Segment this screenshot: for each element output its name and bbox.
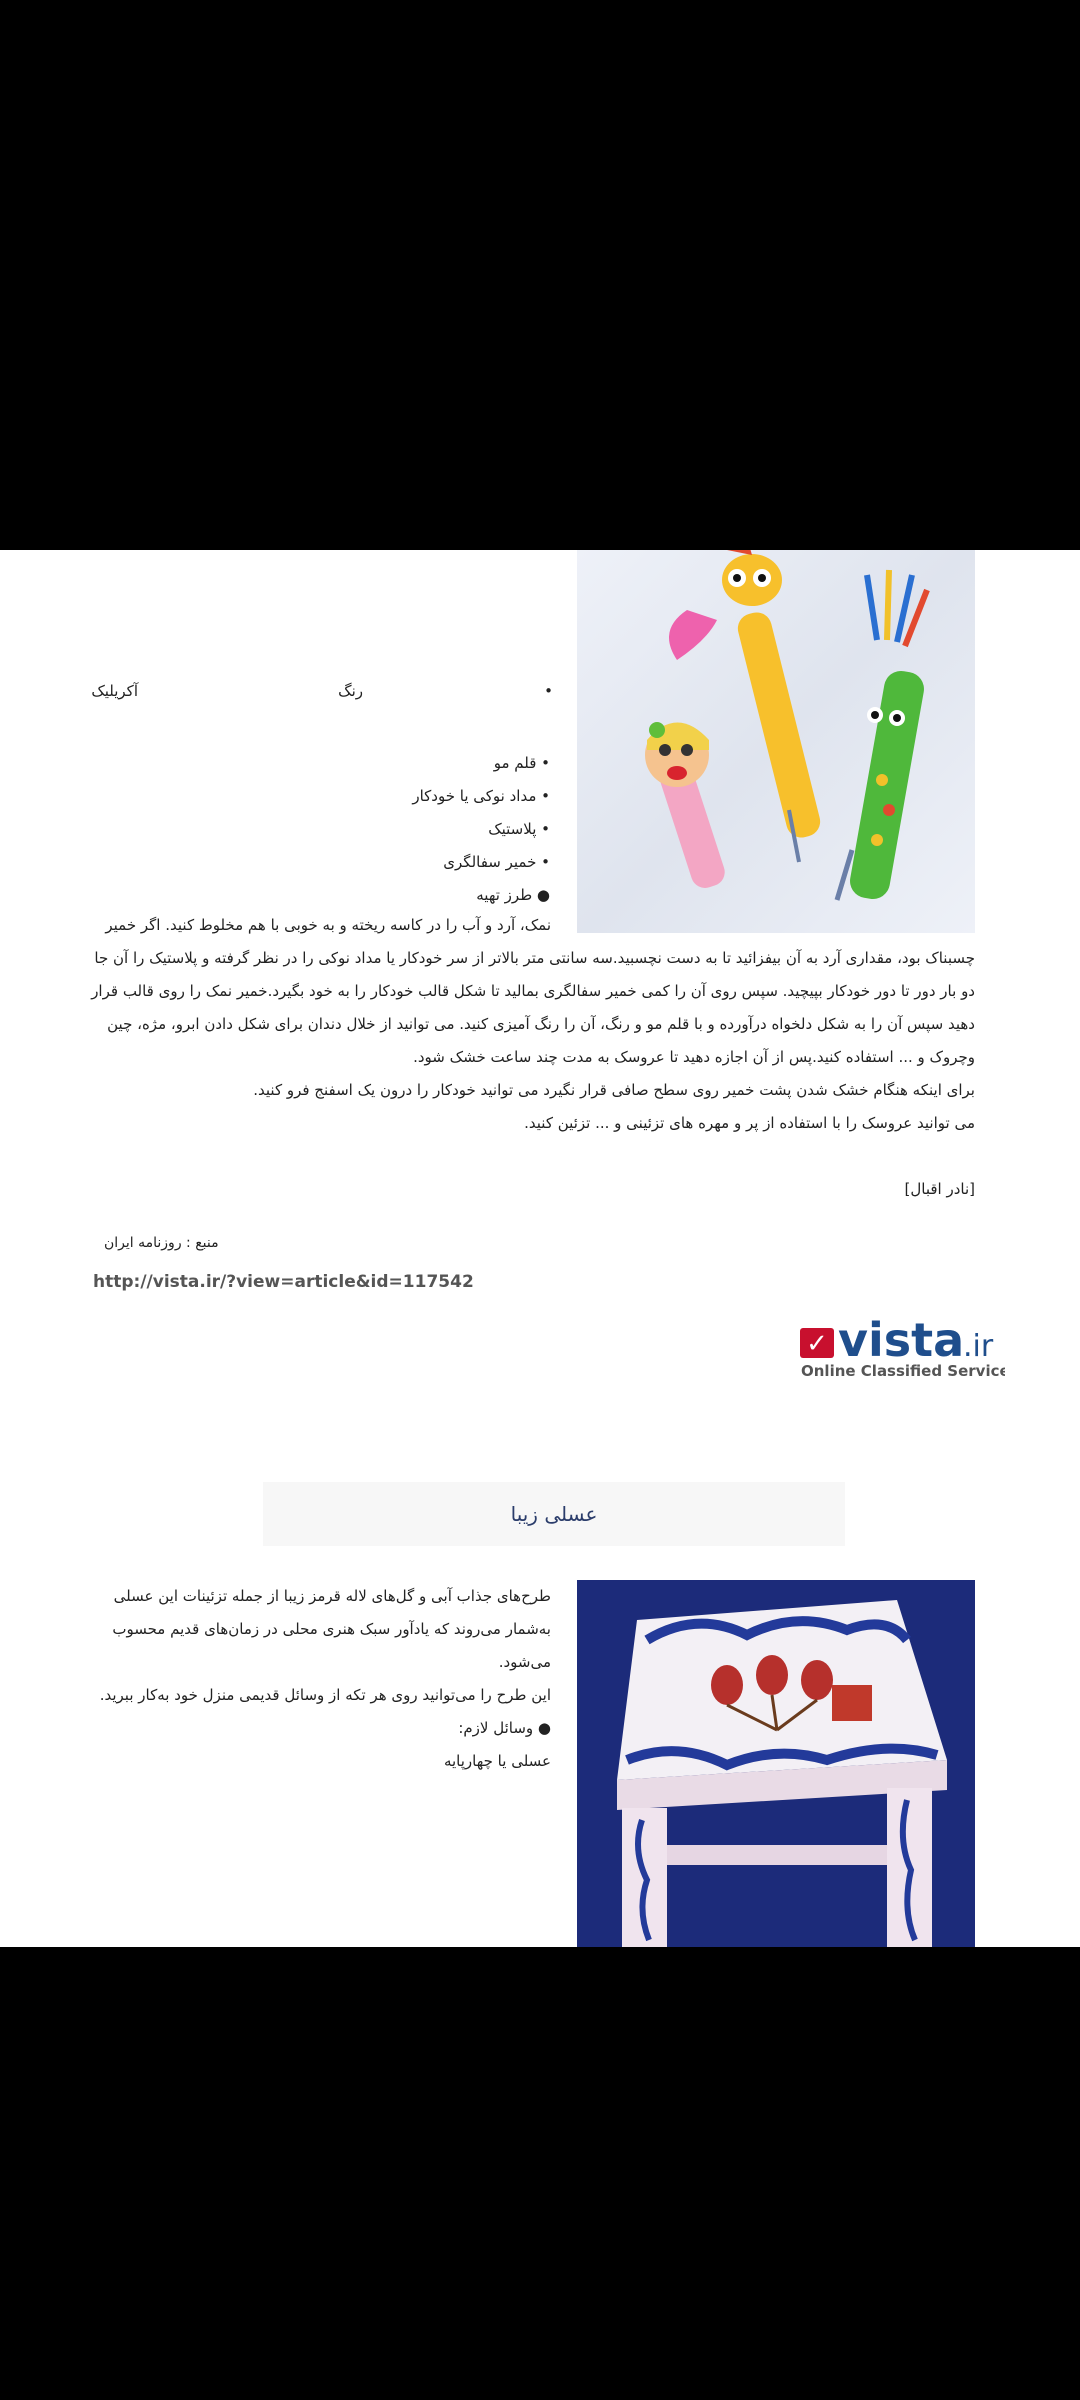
- source-label: منبع : روزنامه ایران: [104, 1235, 219, 1251]
- clay-pens-image: [577, 550, 975, 933]
- vista-logo-graphic: [800, 1300, 1005, 1380]
- paragraph-line: دو بار دور تا دور خودکار بپیچید. سپس روی آن را کمی خمیر سفالگری بمالید تا شکل قالب خودکار را به خود بگیرد.خمیر نمک را روی قالب قرار: [91, 982, 975, 1000]
- paint-label: رنگ: [338, 682, 363, 700]
- logo-check: ✓: [806, 1329, 828, 1359]
- paragraph: طرح‌های جذاب آبی و گل‌های لاله قرمز زیبا از جمله تزئینات این عسلی به‌شمار می‌روند که یادآور سبک هنری محلی در زمان‌های قدیم محسوب می‌شود.: [112, 1587, 551, 1671]
- bullet: •: [544, 682, 553, 700]
- list-item: • پلاستیک: [488, 820, 550, 838]
- materials-top-row: [93, 682, 553, 712]
- article-title: عسلی زیبا: [263, 1482, 845, 1546]
- tool-item: عسلی یا چهارپایه: [443, 1752, 551, 1770]
- drying-tip: برای اینکه هنگام خشک شدن پشت خمیر روی سطح صافی قرار نگیرد می توانید خودکار را درون یک اسفنج فرو کنید.: [253, 1081, 975, 1099]
- vista-logo[interactable]: [800, 1300, 1005, 1380]
- paragraph-line: وچروک و ... استفاده کنید.پس از آن اجازه دهید تا عروسک به مدت چند ساعت خشک شود.: [413, 1048, 975, 1066]
- author: [نادر اقبال]: [904, 1180, 975, 1198]
- paragraph-line: نمک، آرد و آب را در کاسه ریخته و به خوبی با هم مخلوط کنید. اگر خمیر: [105, 916, 551, 934]
- clay-pens-illustration: [577, 550, 975, 933]
- stool-illustration: [577, 1580, 975, 1947]
- stool-image: [577, 1580, 975, 1947]
- acrylic-label: آکریلیک: [91, 682, 138, 700]
- paragraph-line: دهید سپس آن را به شکل دلخواه درآورده و با قلم مو و رنگ، آن را رنگ آمیزی کنید. می توانید از خلال دندان برای شکل دادن ابرو، مژه، چین: [107, 1015, 975, 1033]
- logo-tagline: Online Classified Service: [801, 1362, 1005, 1380]
- logo-tld: .ir: [963, 1329, 994, 1364]
- article-page: [0, 550, 1080, 1947]
- paragraph: این طرح را می‌توانید روی هر تکه از وسائل قدیمی منزل خود به‌کار ببرید.: [99, 1686, 551, 1704]
- paragraph-line: چسبناک بود، مقداری آرد به آن بیفزائید تا به دست نچسبید.سه سانتی متر بالاتر از سر خودکار یا مداد نوکی را در نظر گرفته و پلاستیک را آن جا: [94, 949, 975, 967]
- list-item: • مداد نوکی یا خودکار: [412, 787, 550, 805]
- tools-heading: ● وسائل لازم:: [458, 1719, 551, 1737]
- materials-list: [70, 747, 550, 912]
- decorating-tip: می توانید عروسک را با استفاده از پر و مهره های تزئینی و ... تزئین کنید.: [524, 1114, 975, 1132]
- stool-description: [93, 1580, 551, 1778]
- method-heading: ● طرز تهیه: [476, 886, 550, 904]
- source-url-link[interactable]: http://vista.ir/?view=article&id=117542: [93, 1272, 474, 1292]
- list-item: • قلم مو: [493, 754, 550, 772]
- logo-brand: vista: [838, 1313, 965, 1367]
- list-item: • خمیر سفالگری: [443, 853, 550, 871]
